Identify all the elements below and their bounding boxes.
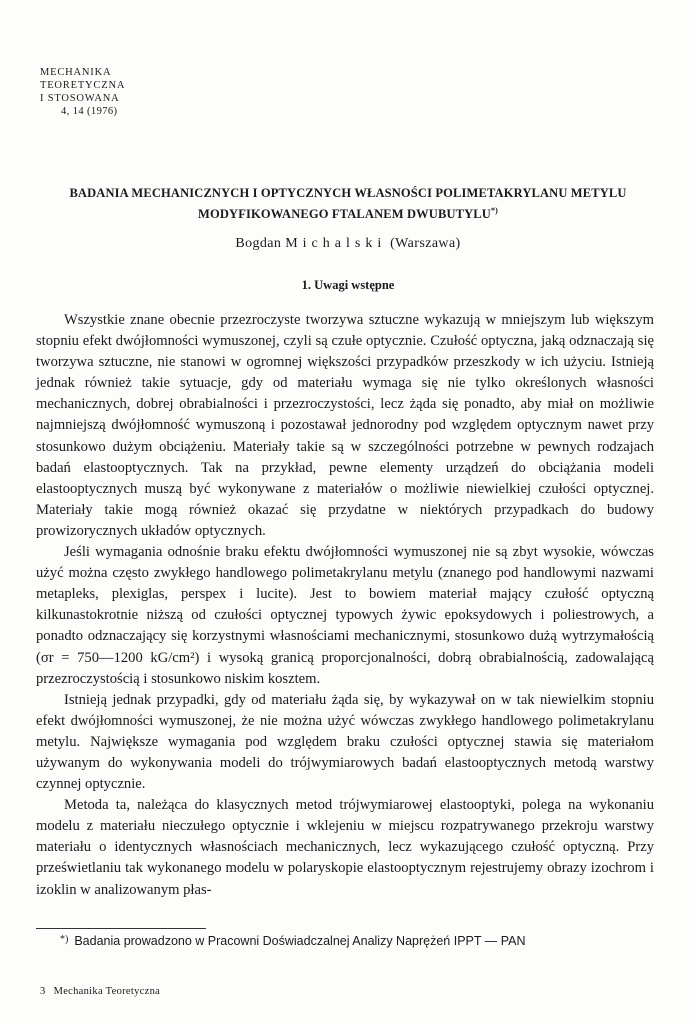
author-first-name: Bogdan bbox=[235, 236, 282, 251]
paragraph: Metoda ta, należąca do klasycznych metod trójwymiarowej elastooptyki, polega na wykonaniu modelu z materiału nieczułego optycznie i wklejeniu w miejscu rozpatrywanego przekroju warstwy materiału o identycznych własnościach mechanicznych, lecz wykazującego czułość optyczną. Przy prześwietlaniu tak wykonanego modelu w polaryskopie elastooptycznym rejestrujemy obrazy izochrom i izoklin w analizowanym płas- bbox=[36, 797, 654, 898]
page-number: 3 bbox=[40, 986, 46, 997]
paragraph: Wszystkie znane obecnie przezroczyste tworzywa sztuczne wykazują w mniejszym lub większym stopniu efekt dwójłomności wymuszonej, czyli są czułe optycznie. Czułość optyczna, jaką odznaczają się tworzywa sztuczne, nie stanowi w ogromnej większości przypadków przeszkody w ich użyciu. Istnieją jednak również takie sytuacje, gdy od materiału wymaga się nie tylko określonych własności mechanicznych, dobrej obrabialności i przezroczystości, lecz żąda się ponadto, aby miał on możliwie najmniejszą dwójłomność wymuszoną i pozostawał jednorodny pod względem optycznym nawet przy stosunkowo dużym obciążeniu. Materiały takie są w szczególności potrzebne w pewnych rodzajach badań elastooptycznych. Tak na przykład, pewne elementy urządzeń do obciążania modeli elastooptycznych muszą być wykonywane z materiałów o możliwie niewielkiej czułości optycznej. Materiały takie mogą również okazać się przydatne w niektórych przypadkach do budowy prowizorycznych układów optycznych. bbox=[36, 312, 654, 539]
journal-name-line1: MECHANIKA bbox=[40, 67, 112, 78]
article-title bbox=[28, 184, 668, 223]
author-line bbox=[28, 236, 668, 252]
footnote-mark: *) bbox=[60, 934, 69, 945]
author-affiliation: (Warszawa) bbox=[390, 236, 461, 251]
footnote-text: Badania prowadzono w Pracowni Doświadczalnej Analizy Naprężeń IPPT — PAN bbox=[74, 934, 526, 948]
paragraph: Jeśli wymagania odnośnie braku efektu dwójłomności wymuszonej nie są zbyt wysokie, wówczas użyć można często zwykłego handlowego polimetakrylanu metylu (znanego pod handlowymi nazwami metapleks, plexiglas, perspex i lucite). Jest to bowiem materiał mający czułość optyczną kilkunastokrotnie niższą od czułości optycznej typowych żywic epoksydowych i poliestrowych, a ponadto odznaczający się korzystnymi własnościami mechanicznymi, stosunkowo dużą wytrzymałością (σr = 750—1200 kG/cm²) i wysoką granicą proporcjonalności, dobrą obrabialnością, zadowalającą przezroczystością i stosunkowo niskim kosztem. bbox=[36, 544, 654, 687]
footnote-divider bbox=[36, 928, 206, 929]
journal-name-line2: TEORETYCZNA bbox=[40, 80, 126, 91]
journal-name-line3: I STOSOWANA bbox=[40, 93, 120, 104]
footer-journal-name: Mechanika Teoretyczna bbox=[53, 986, 161, 997]
page-footer bbox=[40, 986, 160, 997]
paragraph: Istnieją jednak przypadki, gdy od materiału żąda się, by wykazywał on w tak niewielkim stopniu efekt dwójłomności wymuszonej, że nie można użyć wówczas zwykłego handlowego polimetakrylanu metylu. Największe wymagania pod względem braku czułości optycznej stawia się materiałom używanym do wykonywania modeli do trójwymiarowych badań elastooptycznych metodą warstwy czynnej optycznie. bbox=[36, 691, 654, 793]
title-footnote-mark: *) bbox=[490, 206, 498, 215]
journal-header bbox=[40, 66, 125, 118]
title-line2: MODYFIKOWANEGO FTALANEM DWUBUTYLU bbox=[198, 207, 491, 222]
title-line1: BADANIA MECHANICZNYCH I OPTYCZNYCH WŁASNOŚCI POLIMETAKRYLANU METYLU bbox=[69, 186, 627, 200]
journal-volume: 4, 14 (1976) bbox=[61, 106, 118, 117]
body-text bbox=[36, 310, 654, 901]
section-heading: 1. Uwagi wstępne bbox=[301, 278, 395, 292]
footnote bbox=[60, 934, 660, 948]
author-last-name: Michalski bbox=[285, 236, 387, 251]
